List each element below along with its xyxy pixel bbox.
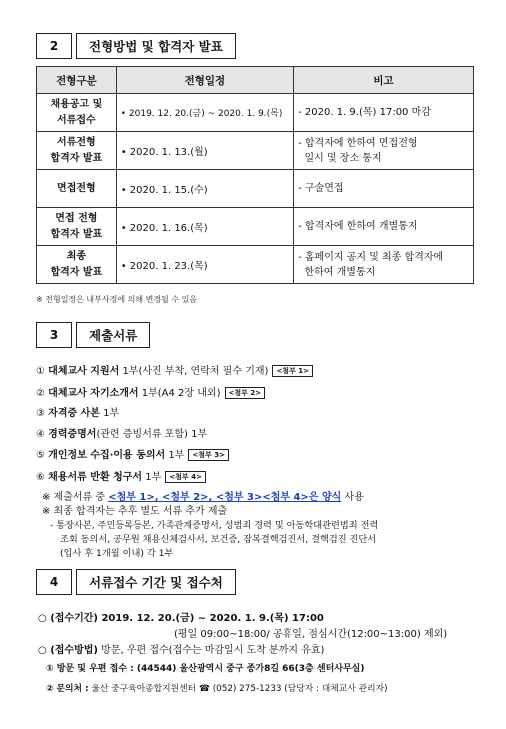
section-3-header (36, 322, 150, 348)
attachment-tag: <첨부 2> (225, 387, 266, 399)
doc-item (36, 384, 265, 399)
visit-label: ① 방문 및 우편 접수 : (46, 664, 134, 674)
visit-address: (44544) 울산광역시 중구 종가8길 66(3층 센터사무실) (133, 664, 365, 674)
period-line: ○ (접수기간) 2019. 12. 20.(금) ~ 2020. 1. 9.(목) 17:00 (38, 613, 324, 624)
method-label: ○ (접수방법) (38, 645, 98, 656)
section-number: 2 (36, 33, 72, 59)
section-4-header (36, 569, 236, 595)
doc-item (36, 425, 207, 440)
contact-line (46, 681, 388, 694)
forms-note-highlight: <첨부 1>, <첨부 2>, <첨부 3><첨부 4>은 양식 (108, 492, 342, 503)
doc-name: 자격증 사본 (48, 408, 100, 419)
remark-cell: - 합격자에 한하여 개별통지 (294, 208, 474, 246)
table-row (37, 132, 474, 170)
section-2-header (36, 33, 236, 59)
forms-note-prefix: ※ 제출서류 중 (42, 492, 109, 503)
doc-name: 경력증명서 (48, 429, 97, 440)
column-header: 비고 (294, 67, 474, 94)
column-header: 전형구분 (37, 67, 117, 94)
section-number: 4 (36, 569, 72, 595)
schedule-table (36, 66, 474, 284)
stage-cell: 면접전형 (37, 170, 117, 208)
table-row (37, 246, 474, 284)
table-row (37, 208, 474, 246)
doc-marker: ⑤ (36, 450, 45, 461)
forms-note (42, 488, 364, 503)
doc-detail: 1부(A4 2장 내외) (138, 388, 221, 399)
stage-cell: 최종 합격자 발표 (37, 246, 117, 284)
doc-name: 대체교사 지원서 (48, 366, 120, 377)
attachment-tag: <첨부 3> (188, 449, 229, 461)
doc-marker: ② (36, 388, 45, 399)
doc-item (36, 362, 313, 377)
final-note: ※ 최종 합격자는 추후 별도 서류 추가 제출 (42, 506, 228, 517)
date-cell: • 2019. 12. 20.(금) ~ 2020. 1. 9.(목) (116, 94, 293, 132)
final-detail-line: (입사 후 1개월 이내) 각 1부 (60, 548, 174, 559)
date-cell: • 2020. 1. 23.(목) (116, 246, 293, 284)
remark-cell: - 2020. 1. 9.(목) 17:00 마감 (294, 94, 474, 132)
attachment-tag: <첨부 4> (165, 471, 206, 483)
attachment-tag: <첨부 1> (272, 365, 313, 377)
date-cell: • 2020. 1. 16.(목) (116, 208, 293, 246)
period-detail: (평일 09:00~18:00/ 공휴일, 점심시간(12:00~13:00) 제외) (174, 629, 448, 640)
visit-line (46, 661, 364, 674)
stage-cell: 서류전형 합격자 발표 (37, 132, 117, 170)
final-detail-line: - 통장사본, 주민등록등본, 가족관계증명서, 성범죄 경력 및 아동학대관련범죄 전력 (50, 520, 379, 531)
method-line (38, 641, 324, 656)
doc-detail: 1부 (165, 450, 185, 461)
forms-note-suffix: 사용 (341, 492, 364, 503)
table-header-row (37, 67, 474, 94)
section-title: 전형방법 및 합격자 발표 (76, 33, 236, 59)
remark-cell: - 구술면접 (294, 170, 474, 208)
remark-cell: - 합격자에 한하여 면접전형 일시 및 장소 통지 (294, 132, 474, 170)
doc-detail: 1부(사진 부착, 연락처 필수 기재) (119, 366, 269, 377)
table-row (37, 170, 474, 208)
section-title: 제출서류 (76, 322, 150, 348)
doc-name: 채용서류 반환 청구서 (48, 472, 143, 483)
doc-name: 개인정보 수집·이용 동의서 (48, 450, 166, 461)
method-detail: 방문, 우편 접수(접수는 마감일시 도착 분까지 유효) (98, 645, 325, 656)
doc-marker: ⑥ (36, 472, 45, 483)
final-detail-line: 조회 동의서, 공무원 채용신체검사서, 보건증, 잠복결핵검진서, 결핵검진 진단서 (60, 534, 377, 545)
doc-detail: 1부 (99, 408, 120, 419)
table-row (37, 94, 474, 132)
doc-name: 대체교사 자기소개서 (48, 388, 139, 399)
contact-label: ② 문의처 : (46, 684, 89, 694)
column-header: 전형일정 (116, 67, 293, 94)
doc-marker: ① (36, 366, 45, 377)
doc-detail: 1부 (142, 472, 162, 483)
doc-marker: ④ (36, 429, 45, 440)
stage-cell: 면접 전형 합격자 발표 (37, 208, 117, 246)
doc-item (36, 446, 229, 461)
doc-item (36, 404, 119, 419)
date-cell: • 2020. 1. 15.(수) (116, 170, 293, 208)
schedule-note: ※ 전형일정은 내부사정에 의해 변경될 수 있음 (36, 295, 198, 304)
contact-detail: 울산 중구육아종합지원센터 ☎ (052) 275-1233 (담당자 : 대체교사 관리자) (88, 684, 388, 694)
stage-cell: 채용공고 및 서류접수 (37, 94, 117, 132)
doc-marker: ③ (36, 408, 45, 419)
remark-cell: - 홈페이지 공지 및 최종 합격자에 한하여 개별통지 (294, 246, 474, 284)
section-title: 서류접수 기간 및 접수처 (76, 569, 236, 595)
doc-detail: (관련 증빙서류 포함) 1부 (96, 429, 208, 440)
date-cell: • 2020. 1. 13.(월) (116, 132, 293, 170)
doc-item (36, 468, 206, 483)
section-number: 3 (36, 322, 72, 348)
